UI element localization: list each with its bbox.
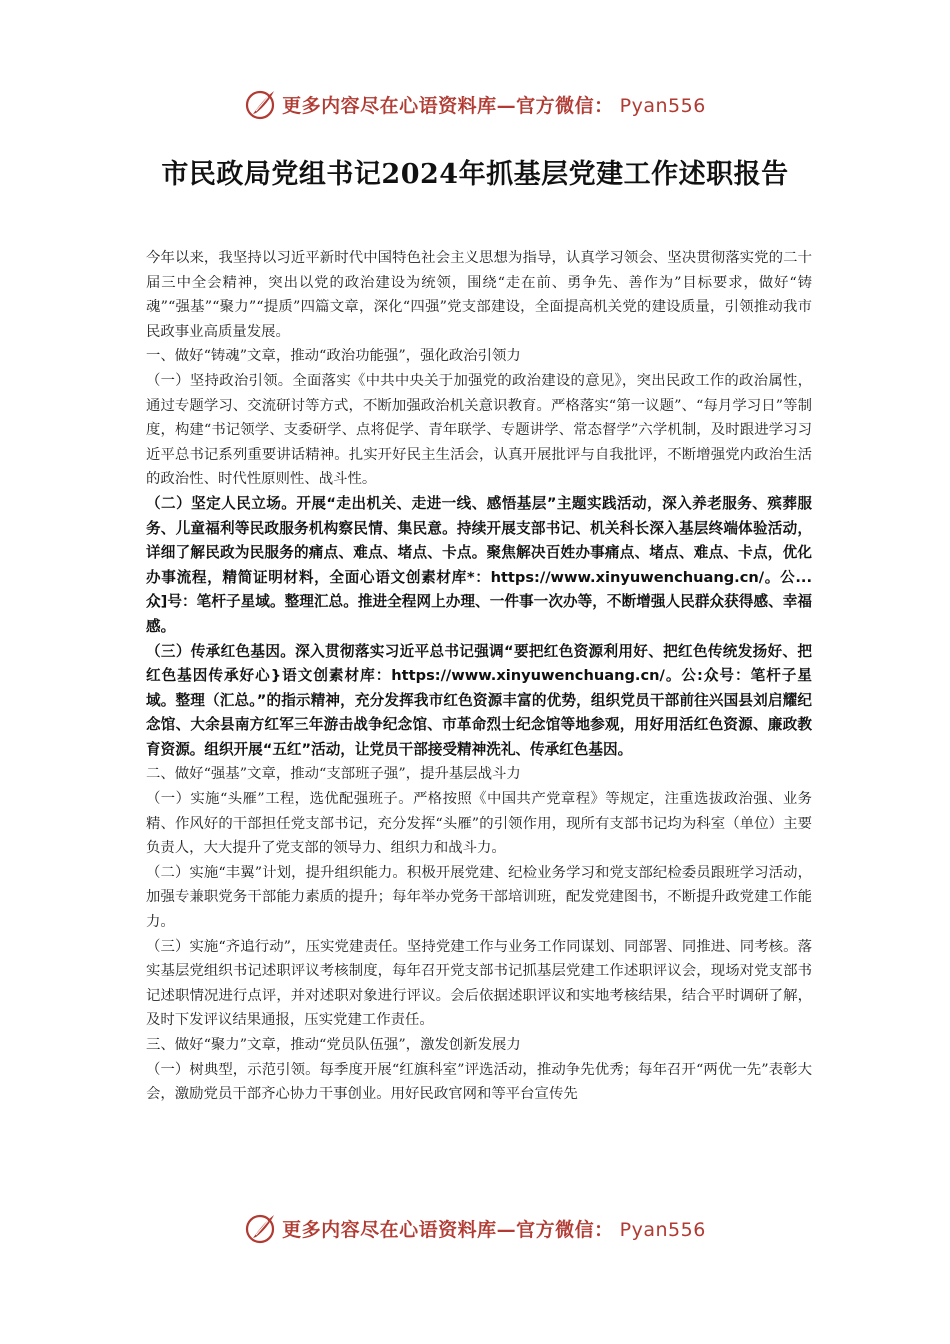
document-body <box>146 246 812 1107</box>
feather-pen-logo-icon <box>244 87 278 121</box>
paragraph-3-1: （一）树典型，示范引领。每季度开展“红旗科室”评选活动，推动争先优秀；每年召开“两优一先”表彰大会，激励党员干部齐心协力干事创业。用好民政官网和等平台宣传先 <box>146 1061 812 1103</box>
section-heading-1: 一、做好“铸魂”文章，推动“政治功能强”，强化政治引领力 <box>146 348 521 365</box>
wechat-id: Pyan556 <box>619 1218 706 1241</box>
document-title: 市民政局党组书记2024年抓基层党建工作述职报告 <box>161 159 789 190</box>
paragraph-2-1: （一）实施“头雁”工程，选优配强班子。严格按照《中国共产党章程》等规定，注重选拔政治强、业务精、作风好的干部担任党支部书记，充分发挥“头雁”的引领作用，现所有支部书记均为科室（单位）主要负责人，大大提升了党支部的领导力、组织力和战斗力。 <box>146 791 812 857</box>
banner-slogan: 更多内容尽在心语资料库—官方微信： <box>282 94 614 117</box>
feather-pen-logo-icon <box>244 1211 278 1245</box>
intro-paragraph: 今年以来，我坚持以习近平新时代中国特色社会主义思想为指导，认真学习领会、坚决贯彻落实党的二十届三中全会精神，突出以党的政治建设为统领，围绕“走在前、勇争先、善作为”目标要求，做好“铸魂”“强基”“聚力”“提质”四篇文章，深化“四强”党支部建设，全面提高机关党的建设质量，引领推动我市民政事业高质量发展。 <box>146 250 812 340</box>
header-banner <box>0 84 950 124</box>
section-heading-2: 二、做好“强基”文章，推动“支部班子强”，提升基层战斗力 <box>146 766 521 783</box>
paragraph-1-3: （三）传承红色基因。深入贯彻落实习近平总书记强调“要把红色资源利用好、把红色传统发扬好、把红色基因传承好心}语文创素材库：https://www.xinyuwenchuang.cn/。公:众号：笔杆子星域。整理（汇总。”的指示精神，充分发挥我市红色资源丰富的优势，组织党员干部前往兴国县刘启耀纪念馆、大余县南方红军三年游击战争纪念馆、市革命烈士纪念馆等地参观，用好用活红色资源、廉政教育资源。组织开展“五红”活动，让党员干部接受精神洗礼、传承红色基因。 <box>146 642 812 758</box>
wechat-id: Pyan556 <box>619 94 706 117</box>
banner-slogan: 更多内容尽在心语资料库—官方微信： <box>282 1218 614 1241</box>
banner-text <box>282 91 706 118</box>
section-heading-3: 三、做好“聚力”文章，推动“党员队伍强”，激发创新发展力 <box>146 1037 521 1053</box>
footer-banner <box>0 1208 950 1248</box>
paragraph-2-2: （二）实施“丰翼”计划，提升组织能力。积极开展党建、纪检业务学习和党支部纪检委员跟班学习活动，加强专兼职党务干部能力素质的提升；每年举办党务干部培训班，配发党建图书，不断提升政党建工作能力。 <box>146 864 812 931</box>
paragraph-1-2: （二）坚定人民立场。开展“走出机关、走进一线、感悟基层”主题实践活动，深入养老服务、殡葬服务、儿童福利等民政服务机构察民情、集民意。持续开展支部书记、机关科长深入基层终端体验活动，详细了解民政为民服务的痛点、难点、堵点、卡点。聚焦解决百姓办事痛点、堵点、难点、卡点，优化办事流程，精简证明材料，全面心语文创素材库*：https://www.xinyuwenchuang.cn/。公...众]号：笔杆子星域。整理汇总。推进全程网上办理、一件事一次办等，不断增强人民群众获得感、幸福感。 <box>146 494 812 635</box>
banner-text <box>282 1215 706 1242</box>
paragraph-2-3: （三）实施“齐追行动”，压实党建责任。坚持党建工作与业务工作同谋划、同部署、同推进、同考核。落实基层党组织书记述职评议考核制度，每年召开党支部书记抓基层党建工作述职评议会，现场对党支部书记述职情况进行点评，并对述职对象进行评议。会后依据述职评议和实地考核结果，结合平时调研了解，及时下发评议结果通报，压实党建工作责任。 <box>146 938 812 1029</box>
paragraph-1-1: （一）坚持政治引领。全面落实《中共中央关于加强党的政治建设的意见》，突出民政工作的政治属性，通过专题学习、交流研讨等方式，不断加强政治机关意识教育。严格落实“第一议题”、“每月学习日”等制度，构建“书记领学、支委研学、点将促学、青年联学、专题讲学、常态督学”六学机制，及时跟进学习习近平总书记系列重要讲话精神。扎实开好民主生活会，认真开展批评与自我批评，不断增强党内政治生活的政治性、时代性原则性、战斗性。 <box>146 372 812 488</box>
